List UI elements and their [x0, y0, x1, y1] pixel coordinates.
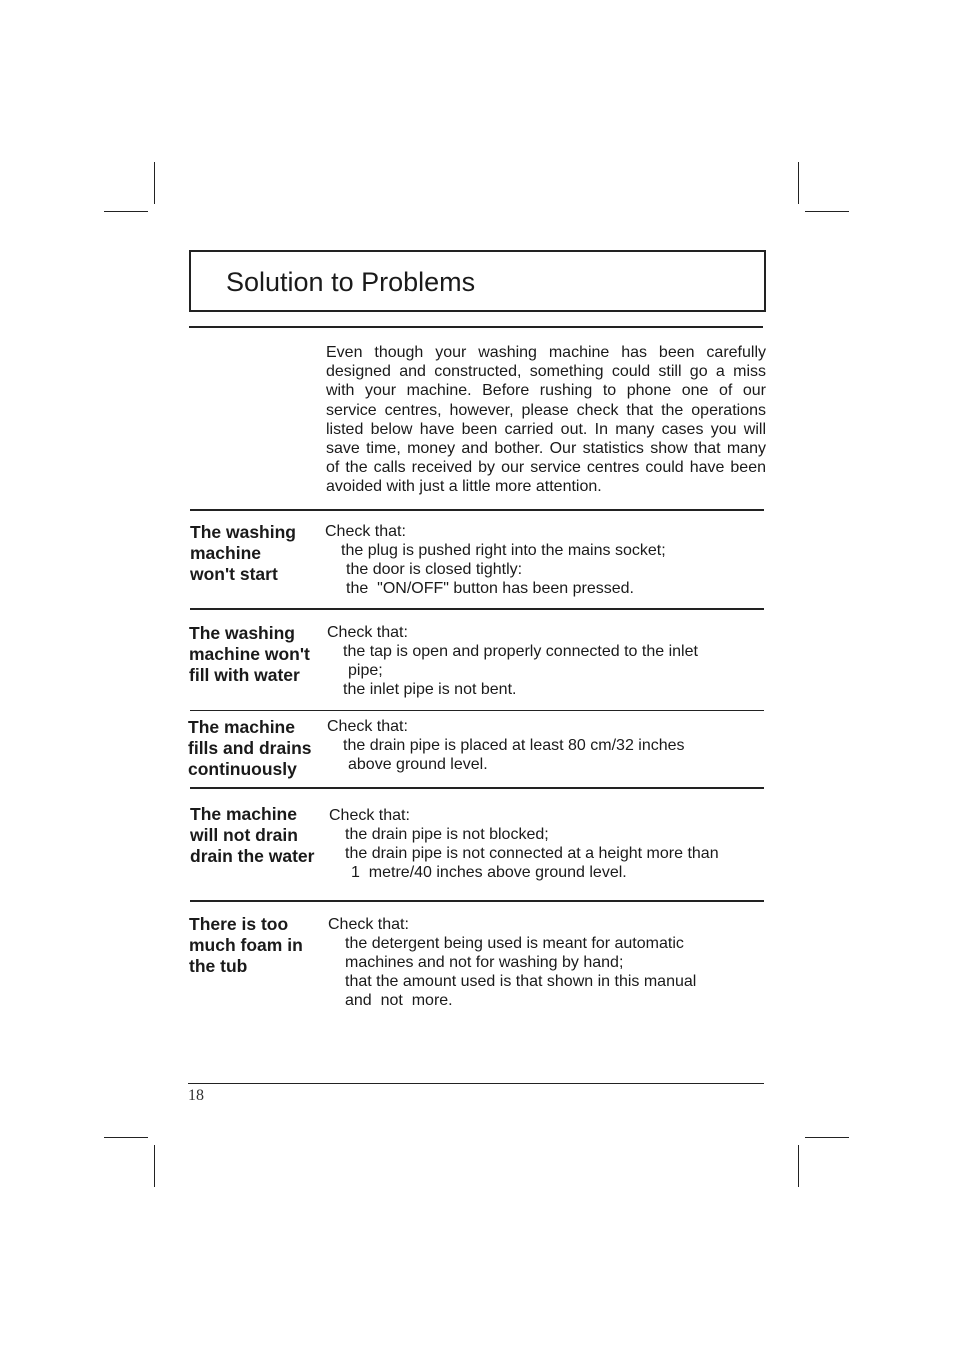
- crop-mark: [154, 162, 155, 204]
- problem-title: The machine fills and drains continuously: [188, 717, 312, 779]
- problem-section: [189, 623, 765, 708]
- check-label: Check that:: [325, 523, 406, 540]
- check-item: the door is closed tightly:: [346, 561, 523, 578]
- check-item: the detergent being used is meant for automatic: [345, 935, 684, 952]
- page-title: Solution to Problems: [226, 267, 476, 297]
- check-item: the drain pipe is placed at least 80 cm/32 inches: [343, 737, 685, 754]
- check-item: 1 metre/40 inches above ground level.: [351, 864, 627, 881]
- check-item: the drain pipe is not blocked;: [345, 826, 549, 843]
- check-list: [327, 623, 698, 699]
- crop-mark: [154, 1145, 155, 1187]
- divider: [190, 608, 764, 610]
- divider: [189, 326, 763, 328]
- problem-section: [190, 804, 765, 896]
- crop-mark: [805, 211, 849, 212]
- crop-mark: [104, 211, 148, 212]
- problem-title: The washing machine won't start: [190, 522, 296, 584]
- problem-title: There is too much foam in the tub: [189, 914, 303, 976]
- check-item: the inlet pipe is not bent.: [343, 681, 517, 698]
- check-list: [327, 717, 685, 774]
- check-label: Check that:: [329, 807, 410, 824]
- check-item: the plug is pushed right into the mains socket;: [341, 542, 666, 559]
- check-item: the "ON/OFF" button has been pressed.: [346, 580, 634, 597]
- crop-mark: [805, 1137, 849, 1138]
- check-list: [329, 806, 719, 882]
- check-item: machines and not for washing by hand;: [345, 954, 624, 971]
- check-item: the drain pipe is not connected at a height more than: [345, 845, 719, 862]
- problem-section: [190, 522, 765, 607]
- check-label: Check that:: [327, 718, 408, 735]
- check-list: [328, 915, 696, 1010]
- intro-paragraph: Even though your washing machine has been carefully designed and constructed, something could still go a miss with your machine. Before rushing to phone one of our service centres, however, please check that the operations listed below have been carried out. In many cases you will save time, money and bother. Our statistics show that many of the calls received by our service centres could have been avoided with just a little more attention.: [326, 344, 766, 496]
- check-label: Check that:: [328, 916, 409, 933]
- crop-mark: [798, 1145, 799, 1187]
- crop-mark: [104, 1137, 148, 1138]
- check-item: pipe;: [348, 662, 383, 679]
- check-label: Check that:: [327, 624, 408, 641]
- check-item: that the amount used is that shown in this manual: [345, 973, 697, 990]
- footer-rule: [188, 1083, 764, 1084]
- problem-title: The machine will not drain drain the water: [190, 804, 315, 866]
- divider: [190, 787, 764, 789]
- crop-mark: [798, 162, 799, 204]
- check-item: the tap is open and properly connected to the inlet: [343, 643, 698, 660]
- page-number: 18: [188, 1087, 204, 1104]
- title-box: [189, 250, 766, 312]
- divider: [190, 710, 764, 711]
- divider: [190, 509, 764, 511]
- check-item: above ground level.: [348, 756, 488, 773]
- problem-section: [189, 914, 765, 1019]
- divider: [190, 900, 764, 902]
- check-list: [325, 522, 666, 598]
- problem-section: [188, 717, 765, 787]
- check-item: and not more.: [345, 992, 453, 1009]
- problem-title: The washing machine won't fill with water: [189, 623, 310, 685]
